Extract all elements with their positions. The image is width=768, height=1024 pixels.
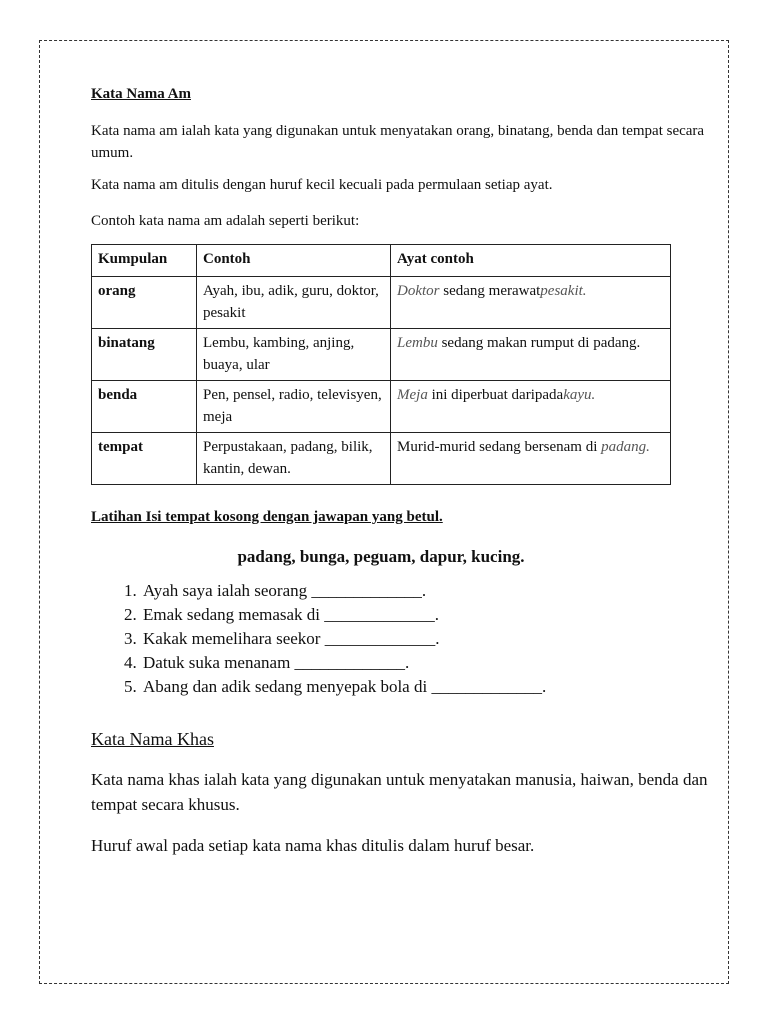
cell-group: orang [92,277,197,329]
paragraph-rule: Kata nama am ditulis dengan huruf kecil kecuali pada permulaan setiap ayat. [91,177,553,193]
paragraph-definition: Kata nama am ialah kata yang digunakan untuk menyatakan orang, binatang, benda dan tempat secara umum. [91,123,705,161]
cell-group: benda [92,381,197,433]
header-kumpulan: Kumpulan [92,245,197,277]
table-row [92,433,671,485]
cell-examples: Ayah, ibu, adik, guru, doktor, pesakit [197,277,391,329]
word-bank: padang, bunga, peguam, dapur, kucing. [237,547,525,566]
table-header-row [92,245,671,277]
header-ayat-contoh: Ayat contoh [391,245,671,277]
paragraph-khas-rule: Huruf awal pada setiap kata nama khas ditulis dalam huruf besar. [91,836,535,855]
cell-sentence: Doktor sedang merawatpesakit. [391,277,671,329]
table-row [92,277,671,329]
cell-group: binatang [92,329,197,381]
cell-examples: Lembu, kambing, anjing, buaya, ular [197,329,391,381]
list-item: 2. Emak sedang memasak di _____________. [141,603,711,627]
list-item: 5. Abang dan adik sedang menyepak bola di _____________. [141,675,711,699]
cell-sentence: Murid-murid sedang bersenam di padang. [391,433,671,485]
document-content [91,84,711,858]
table-row [92,329,671,381]
cell-group: tempat [92,433,197,485]
section-title-kata-nama-khas: Kata Nama Khas [91,729,214,749]
examples-table [91,244,671,485]
cell-sentence: Meja ini diperbuat daripadakayu. [391,381,671,433]
cell-sentence: Lembu sedang makan rumput di padang. [391,329,671,381]
list-item: 4. Datuk suka menanam _____________. [141,651,711,675]
paragraph-khas-definition: Kata nama khas ialah kata yang digunakan untuk menyatakan manusia, haiwan, benda dan tempat secara khusus. [91,770,708,814]
cell-examples: Perpustakaan, padang, bilik, kantin, dewan. [197,433,391,485]
paragraph-intro: Contoh kata nama am adalah seperti berikut: [91,213,360,229]
header-contoh: Contoh [197,245,391,277]
section-title-kata-nama-am: Kata Nama Am [91,86,191,102]
cell-examples: Pen, pensel, radio, televisyen, meja [197,381,391,433]
list-item: 3. Kakak memelihara seekor _____________. [141,627,711,651]
exercise-title: Latihan Isi tempat kosong dengan jawapan yang betul. [91,509,443,525]
exercise-questions [91,579,711,699]
table-row [92,381,671,433]
list-item: 1. Ayah saya ialah seorang _____________. [141,579,711,603]
